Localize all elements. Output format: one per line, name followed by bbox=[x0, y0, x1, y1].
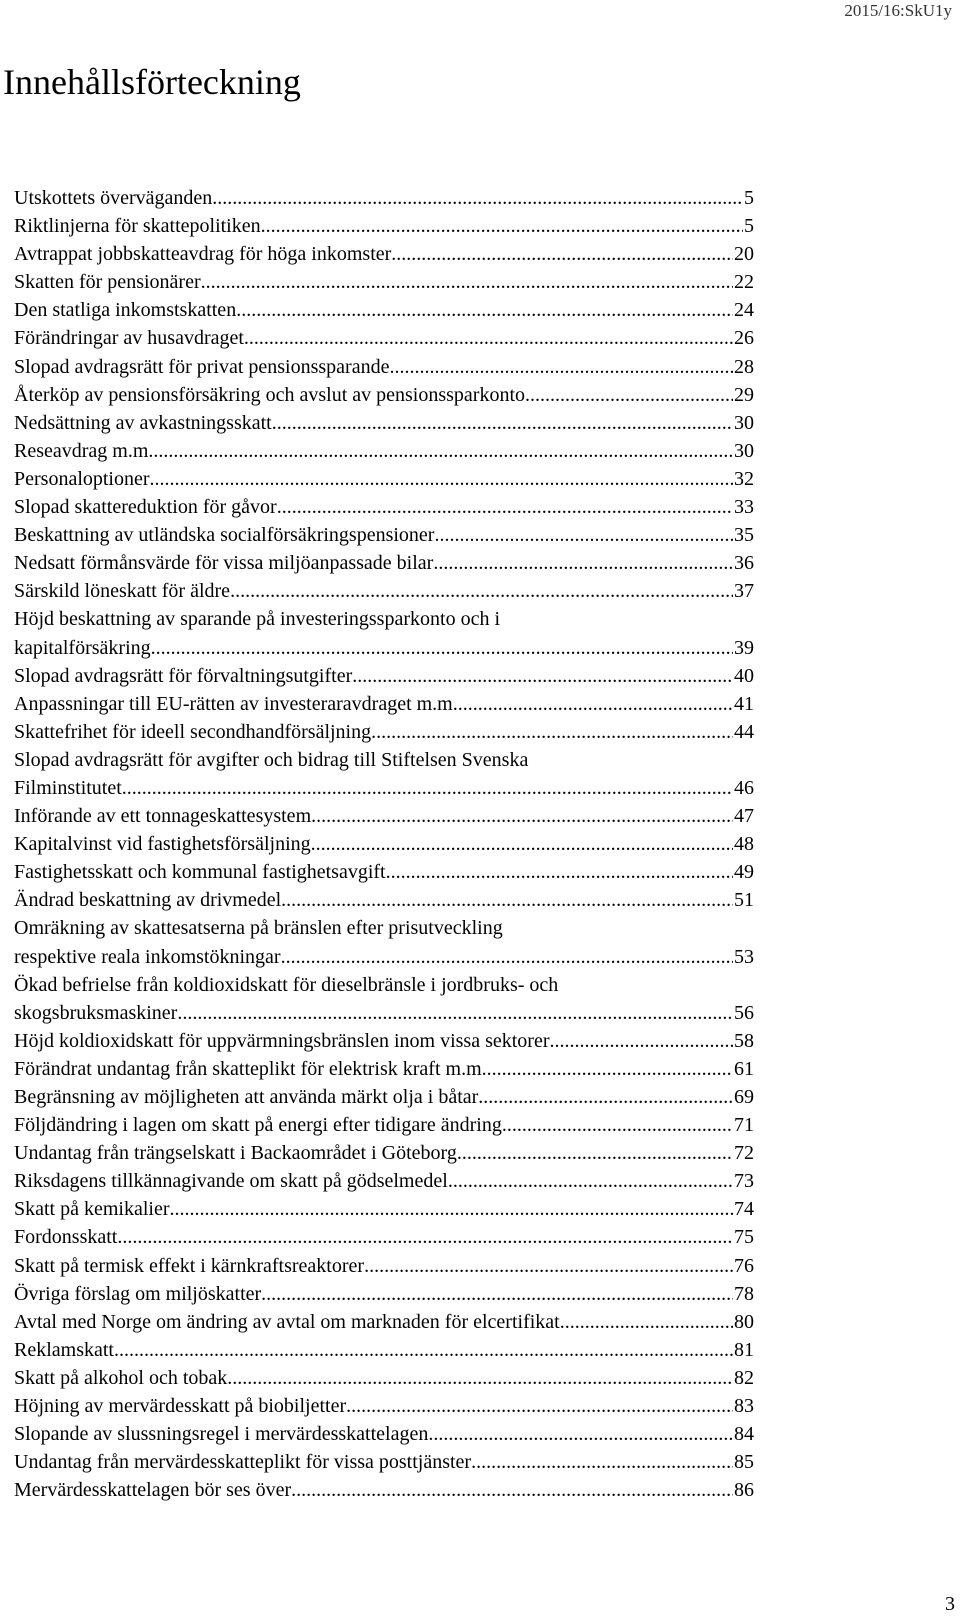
dot-leader bbox=[272, 409, 733, 437]
toc-entry-title: Anpassningar till EU-rätten av investeraravdraget m.m. bbox=[14, 692, 458, 715]
dot-leader bbox=[201, 268, 733, 296]
dot-leader bbox=[227, 1364, 733, 1392]
dot-leader bbox=[346, 1392, 733, 1420]
toc-entry-title: Reseavdrag m.m. bbox=[14, 439, 154, 462]
toc-entry[interactable] bbox=[14, 914, 754, 970]
toc-entry-title: Skatten för pensionärer bbox=[14, 271, 201, 294]
toc-entry-page: 35 bbox=[734, 524, 754, 547]
toc-entry-row bbox=[14, 802, 754, 830]
toc-entry-title: Riksdagens tillkännagivande om skatt på gödselmedel bbox=[14, 1170, 448, 1193]
toc-entry-page: 36 bbox=[734, 552, 754, 575]
toc-entry-row bbox=[14, 1167, 754, 1195]
toc-entry-title: Nedsättning av avkastningsskatt bbox=[14, 411, 272, 434]
dot-leader bbox=[458, 690, 733, 718]
toc-entry-page: 48 bbox=[734, 833, 754, 856]
toc-entry-row bbox=[14, 212, 754, 240]
toc-entry-title: Ändrad beskattning av drivmedel bbox=[14, 889, 282, 912]
toc-entry[interactable] bbox=[14, 381, 754, 409]
page-title: Innehållsförteckning bbox=[3, 62, 301, 102]
toc-entry-title: Införande av ett tonnageskattesystem bbox=[14, 805, 312, 828]
toc-entry[interactable] bbox=[14, 1252, 754, 1280]
toc-entry[interactable] bbox=[14, 1420, 754, 1448]
toc-entry-row bbox=[14, 1448, 754, 1476]
toc-entry-title: kapitalförsäkring bbox=[14, 636, 151, 659]
toc-entry-page: 82 bbox=[734, 1366, 754, 1389]
toc-entry[interactable] bbox=[14, 1476, 754, 1504]
toc-entry[interactable] bbox=[14, 971, 754, 1027]
toc-entry-title: Höjning av mervärdesskatt på biobiljetter bbox=[14, 1395, 347, 1418]
toc-entry[interactable] bbox=[14, 1308, 754, 1336]
toc-entry-title: Avtal med Norge om ändring av avtal om marknaden för elcertifikat bbox=[14, 1310, 560, 1333]
toc-entry-page: 5 bbox=[744, 215, 754, 238]
toc-entry-row bbox=[14, 1308, 754, 1336]
toc-entry-title: Reklamskatt bbox=[14, 1338, 114, 1361]
toc-entry[interactable] bbox=[14, 493, 754, 521]
toc-entry-title: Skatt på kemikalier bbox=[14, 1198, 170, 1221]
toc-entry[interactable] bbox=[14, 1364, 754, 1392]
toc-entry[interactable] bbox=[14, 605, 754, 661]
toc-entry-row bbox=[14, 1364, 754, 1392]
toc-entry[interactable] bbox=[14, 886, 754, 914]
toc-entry[interactable] bbox=[14, 409, 754, 437]
toc-entry-title: Höjd koldioxidskatt för uppvärmningsbränslen inom vissa sektorer bbox=[14, 1029, 550, 1052]
toc-entry-row bbox=[14, 577, 754, 605]
toc-entry-page: 69 bbox=[734, 1086, 754, 1108]
toc-entry-title: Särskild löneskatt för äldre bbox=[14, 580, 231, 603]
toc-entry-title: Begränsning av möjligheten att använda märkt olja i båtar bbox=[14, 1086, 479, 1108]
toc-entry-row bbox=[14, 830, 754, 858]
toc-entry-row bbox=[14, 409, 754, 437]
toc-entry[interactable] bbox=[14, 184, 754, 212]
toc-entry-row bbox=[14, 1027, 754, 1055]
dot-leader bbox=[352, 662, 733, 690]
toc-entry-page: 32 bbox=[734, 467, 754, 490]
toc-entry-row bbox=[14, 268, 754, 296]
toc-entry-row bbox=[14, 1083, 754, 1111]
dot-leader bbox=[281, 943, 733, 971]
document-reference: 2015/16:SkU1y bbox=[844, 1, 952, 20]
toc-entry-page: 30 bbox=[734, 411, 754, 434]
toc-entry-row bbox=[14, 662, 754, 690]
toc-entry-row bbox=[14, 184, 754, 212]
toc-entry-row bbox=[14, 1392, 754, 1420]
toc-entry-page: 86 bbox=[734, 1479, 754, 1502]
toc-entry-page: 81 bbox=[734, 1338, 754, 1361]
toc-entry-page: 72 bbox=[734, 1142, 754, 1165]
dot-leader bbox=[236, 296, 733, 324]
toc-entry[interactable] bbox=[14, 212, 754, 240]
toc-entry-page: 41 bbox=[734, 692, 754, 715]
toc-entry-title: Slopad avdragsrätt för förvaltningsutgifter bbox=[14, 664, 353, 687]
toc-entry[interactable] bbox=[14, 324, 754, 352]
toc-entry-row bbox=[14, 634, 754, 662]
toc-entry-page: 58 bbox=[734, 1029, 754, 1052]
toc-entry-title: Återköp av pensionsförsäkring och avslut av pensionssparkonto bbox=[14, 383, 526, 406]
toc-entry-title: Slopad skattereduktion för gåvor bbox=[14, 496, 277, 519]
dot-leader bbox=[549, 1027, 733, 1055]
dot-leader bbox=[311, 802, 733, 830]
dot-leader bbox=[177, 999, 733, 1027]
toc-entry-row bbox=[14, 1252, 754, 1280]
toc-entry-page: 40 bbox=[734, 664, 754, 687]
dot-leader bbox=[389, 353, 733, 381]
toc-entry[interactable] bbox=[14, 1223, 754, 1251]
toc-entry-row bbox=[14, 1420, 754, 1448]
toc-entry-row bbox=[14, 240, 754, 268]
dot-leader bbox=[448, 1167, 733, 1195]
dot-leader bbox=[151, 634, 733, 662]
toc-entry-title: Undantag från mervärdesskatteplikt för vissa posttjänster bbox=[14, 1451, 472, 1474]
toc-entry-row bbox=[14, 324, 754, 352]
toc-entry-row bbox=[14, 521, 754, 549]
dot-leader bbox=[261, 212, 743, 240]
toc-entry-title: Förändrat undantag från skatteplikt för elektrisk kraft m.m. bbox=[14, 1057, 487, 1080]
dot-leader bbox=[560, 1308, 733, 1336]
toc-entry[interactable] bbox=[14, 268, 754, 296]
toc-entry[interactable] bbox=[14, 1195, 754, 1223]
dot-leader bbox=[150, 465, 733, 493]
dot-leader bbox=[114, 1336, 733, 1364]
toc-entry-row bbox=[14, 353, 754, 381]
toc-entry-page: 26 bbox=[734, 327, 754, 350]
toc-entry-row bbox=[14, 1055, 754, 1083]
toc-entry-title: Fastighetsskatt och kommunal fastighetsavgift bbox=[14, 861, 386, 884]
toc-entry-title: Filminstitutet bbox=[14, 776, 122, 799]
toc-entry[interactable] bbox=[14, 465, 754, 493]
toc-entry-page: 80 bbox=[734, 1310, 754, 1333]
dot-leader bbox=[386, 858, 733, 886]
toc-entry-page: 5 bbox=[744, 187, 754, 209]
toc-entry-page: 74 bbox=[734, 1198, 754, 1221]
toc-entry[interactable] bbox=[14, 240, 754, 268]
dot-leader bbox=[153, 437, 733, 465]
toc-entry-row bbox=[14, 1111, 754, 1139]
toc-entry[interactable] bbox=[14, 549, 754, 577]
toc-entry-page: 51 bbox=[734, 889, 754, 912]
toc-entry-title: Förändringar av husavdraget bbox=[14, 327, 244, 350]
toc-entry-title: Mervärdesskattelagen bör ses över bbox=[14, 1479, 292, 1502]
dot-leader bbox=[122, 774, 733, 802]
toc-entry[interactable] bbox=[14, 1167, 754, 1195]
dot-leader bbox=[281, 886, 733, 914]
dot-leader bbox=[478, 1083, 733, 1111]
toc-entry-page: 22 bbox=[734, 271, 754, 294]
toc-entry-title: Nedsatt förmånsvärde för vissa miljöanpassade bilar bbox=[14, 552, 434, 575]
toc-entry-row bbox=[14, 858, 754, 886]
toc-entry-page: 33 bbox=[734, 496, 754, 519]
toc-entry-title: Beskattning av utländska socialförsäkringspensioner bbox=[14, 524, 435, 547]
toc-entry[interactable] bbox=[14, 746, 754, 802]
dot-leader bbox=[433, 549, 733, 577]
toc-entry[interactable] bbox=[14, 1083, 754, 1111]
toc-entry-title: Riktlinjerna för skattepolitiken bbox=[14, 215, 261, 238]
toc-entry[interactable] bbox=[14, 437, 754, 465]
toc-entry-page: 20 bbox=[734, 243, 754, 266]
toc-entry-page: 53 bbox=[734, 945, 754, 968]
dot-leader bbox=[291, 1476, 733, 1504]
toc-entry-title: Undantag från trängselskatt i Backaområdet i Göteborg bbox=[14, 1142, 457, 1165]
dot-leader bbox=[244, 324, 733, 352]
dot-leader bbox=[117, 1223, 733, 1251]
toc-entry-title: Övriga förslag om miljöskatter bbox=[14, 1282, 262, 1305]
dot-leader bbox=[261, 1280, 733, 1308]
dot-leader bbox=[487, 1055, 733, 1083]
dot-leader bbox=[230, 577, 733, 605]
toc-entry-page: 56 bbox=[734, 1001, 754, 1024]
toc-entry-title: Fordonsskatt bbox=[14, 1226, 118, 1249]
toc-entry-page: 75 bbox=[734, 1226, 754, 1249]
toc-entry-title: Slopande av slussningsregel i mervärdesskattelagen bbox=[14, 1423, 429, 1446]
toc-entry[interactable] bbox=[14, 577, 754, 605]
toc-entry[interactable] bbox=[14, 1111, 754, 1139]
toc-entry-page: 49 bbox=[734, 861, 754, 884]
toc-entry-page: 83 bbox=[734, 1395, 754, 1418]
toc-entry-title: skogsbruksmaskiner bbox=[14, 1001, 178, 1024]
toc-entry[interactable] bbox=[14, 1448, 754, 1476]
toc-entry-title: Skatt på termisk effekt i kärnkraftsreaktorer bbox=[14, 1254, 365, 1277]
dot-leader bbox=[434, 521, 733, 549]
toc-entry-page: 85 bbox=[734, 1451, 754, 1474]
dot-leader bbox=[277, 493, 733, 521]
toc-entry[interactable] bbox=[14, 1055, 754, 1083]
toc-entry-row bbox=[14, 381, 754, 409]
dot-leader bbox=[371, 718, 733, 746]
toc-entry-page: 78 bbox=[734, 1282, 754, 1305]
toc-entry[interactable] bbox=[14, 662, 754, 690]
toc-entry-title: respektive reala inkomstökningar bbox=[14, 945, 281, 968]
toc-entry-title: Personaloptioner bbox=[14, 467, 150, 490]
toc-entry-title: Avtrappat jobbskatteavdrag för höga inkomster bbox=[14, 243, 392, 266]
page-number: 3 bbox=[945, 1593, 955, 1615]
dot-leader bbox=[170, 1195, 733, 1223]
toc-entry[interactable] bbox=[14, 1027, 754, 1055]
dot-leader bbox=[428, 1420, 733, 1448]
toc-entry-title: Skattefrihet för ideell secondhandförsäljning bbox=[14, 720, 372, 743]
toc-entry[interactable] bbox=[14, 690, 754, 718]
toc-entry-row bbox=[14, 493, 754, 521]
toc-entry-title-line: Omräkning av skattesatserna på bränslen efter prisutveckling bbox=[14, 917, 503, 940]
toc-entry-title: Följdändring i lagen om skatt på energi efter tidigare ändring bbox=[14, 1114, 502, 1137]
toc-entry-title: Skatt på alkohol och tobak bbox=[14, 1366, 228, 1389]
toc-entry-row bbox=[14, 296, 754, 324]
toc-entry-row bbox=[14, 1223, 754, 1251]
toc-entry-row bbox=[14, 886, 754, 914]
toc-entry-page: 47 bbox=[734, 805, 754, 828]
toc-entry[interactable] bbox=[14, 1139, 754, 1167]
toc-entry-row bbox=[14, 1195, 754, 1223]
toc-entry[interactable] bbox=[14, 1392, 754, 1420]
toc-entry-title: Utskottets överväganden bbox=[14, 187, 213, 209]
dot-leader bbox=[471, 1448, 733, 1476]
toc-entry-row bbox=[14, 718, 754, 746]
dot-leader bbox=[212, 184, 743, 212]
toc-entry-title-line: Slopad avdragsrätt för avgifter och bidrag till Stiftelsen Svenska bbox=[14, 748, 529, 771]
toc-entry-row bbox=[14, 1139, 754, 1167]
toc-entry-page: 84 bbox=[734, 1423, 754, 1446]
toc-entry-title: Slopad avdragsrätt för privat pensionssparande bbox=[14, 355, 390, 378]
toc-entry[interactable] bbox=[14, 830, 754, 858]
toc-entry-row bbox=[14, 1476, 754, 1504]
toc-entry-row bbox=[14, 437, 754, 465]
toc-entry[interactable] bbox=[14, 1280, 754, 1308]
toc-entry[interactable] bbox=[14, 858, 754, 886]
toc-entry-page: 71 bbox=[734, 1114, 754, 1137]
toc-entry-page: 30 bbox=[734, 439, 754, 462]
toc-entry-row bbox=[14, 999, 754, 1027]
toc-entry-page: 46 bbox=[734, 776, 754, 799]
toc-entry-title-line: Höjd beskattning av sparande på investeringssparkonto och i bbox=[14, 608, 500, 631]
toc-entry-row bbox=[14, 1280, 754, 1308]
dot-leader bbox=[525, 381, 733, 409]
dot-leader bbox=[457, 1139, 733, 1167]
toc-entry-title: Kapitalvinst vid fastighetsförsäljning bbox=[14, 833, 311, 856]
toc-entry-page: 44 bbox=[734, 720, 754, 743]
dot-leader bbox=[311, 830, 733, 858]
toc-entry[interactable] bbox=[14, 718, 754, 746]
toc-entry-page: 37 bbox=[734, 580, 754, 603]
dot-leader bbox=[364, 1252, 733, 1280]
toc-entry[interactable] bbox=[14, 521, 754, 549]
toc-entry-title: Den statliga inkomstskatten bbox=[14, 299, 237, 322]
dot-leader bbox=[391, 240, 733, 268]
toc-entry[interactable] bbox=[14, 802, 754, 830]
dot-leader bbox=[502, 1111, 733, 1139]
toc-entry-row bbox=[14, 774, 754, 802]
toc-entry-row bbox=[14, 549, 754, 577]
toc-entry[interactable] bbox=[14, 353, 754, 381]
toc-entry-page: 24 bbox=[734, 299, 754, 322]
table-of-contents bbox=[14, 184, 754, 1504]
toc-entry-page: 76 bbox=[734, 1254, 754, 1277]
toc-entry-title-line: Ökad befrielse från koldioxidskatt för dieselbränsle i jordbruks- och bbox=[14, 973, 559, 996]
toc-entry-page: 73 bbox=[734, 1170, 754, 1193]
toc-entry-row bbox=[14, 943, 754, 971]
toc-entry-page: 28 bbox=[734, 355, 754, 378]
toc-entry-page: 39 bbox=[734, 636, 754, 659]
toc-entry-row bbox=[14, 465, 754, 493]
toc-entry-page: 61 bbox=[734, 1057, 754, 1080]
toc-entry-row bbox=[14, 1336, 754, 1364]
toc-entry-page: 29 bbox=[734, 383, 754, 406]
toc-entry[interactable] bbox=[14, 296, 754, 324]
toc-entry-row bbox=[14, 690, 754, 718]
toc-entry[interactable] bbox=[14, 1336, 754, 1364]
